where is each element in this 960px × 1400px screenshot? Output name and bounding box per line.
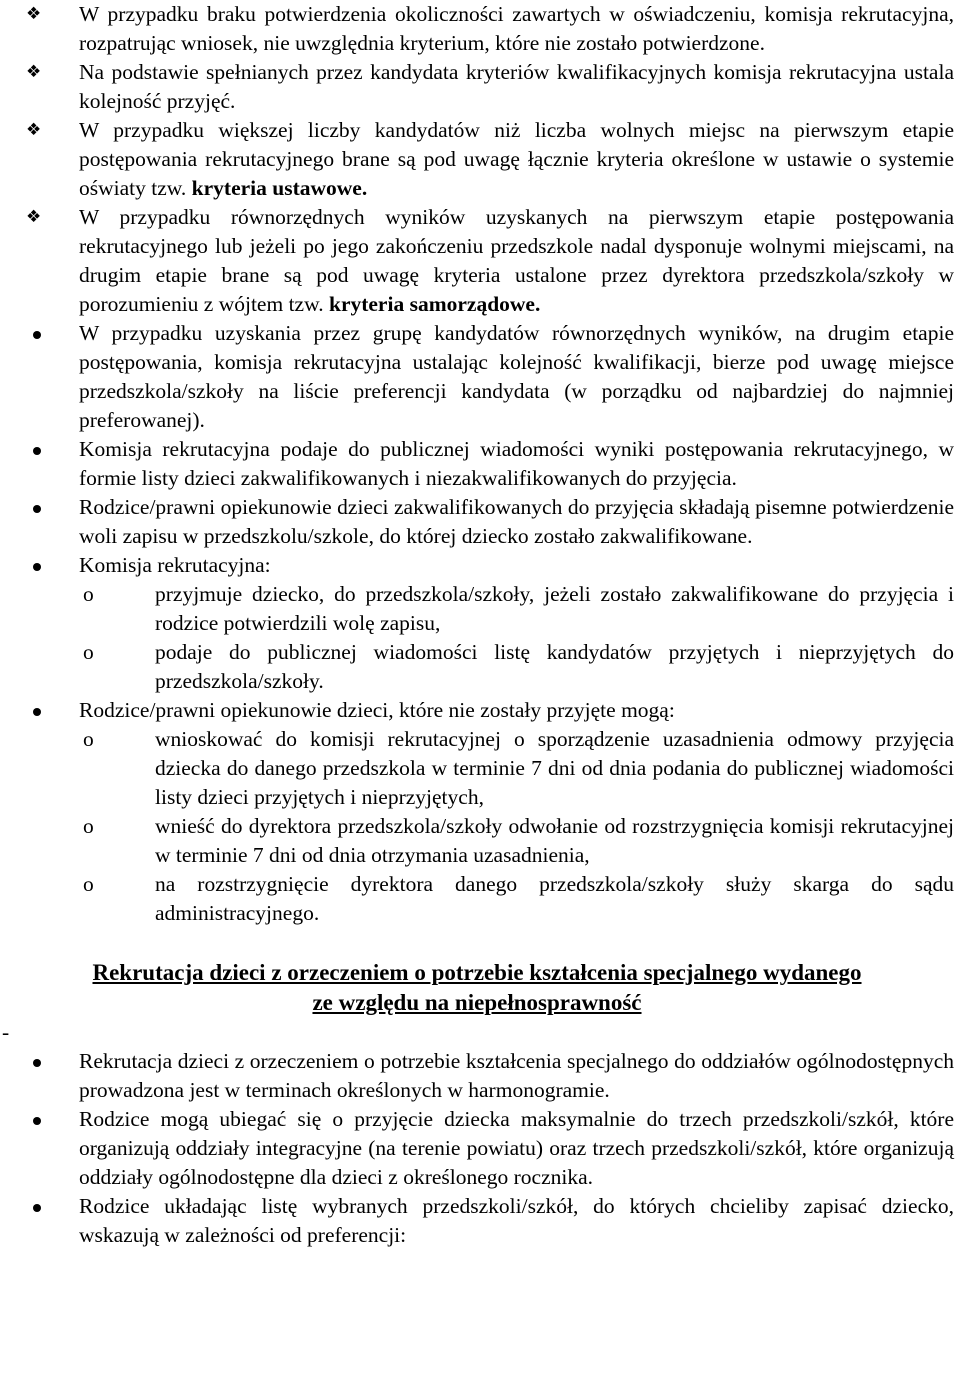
item-text: Rodzice/prawni opiekunowie dzieci zakwalifikowanych do przyjęcia składają pisemne potwierdzenie woli zapisu w przedszkolu/szkole, do której dziecko zostało zakwalifikowane. — [79, 495, 954, 548]
circle-bullet-icon: o — [83, 640, 94, 664]
sub-list-item — [0, 870, 954, 928]
section-heading-line: Rekrutacja dzieci z orzeczeniem o potrzebie kształcenia specjalnego wydanego — [92, 960, 862, 985]
bullet-list-item — [0, 493, 954, 551]
item-text: W przypadku równorzędnych wyników uzyskanych na pierwszym etapie postępowania rekrutacyjnego lub jeżeli po jego zakończeniu przedszkole nadal dysponuje wolnymi miejscami, na drugim etapie brane są pod uwagę kryteria ustalone przez dyrektora przedszkola/szkoły w porozumieniu z wójtem tzw. — [79, 205, 954, 316]
item-text: W przypadku uzyskania przez grupę kandydatów równorzędnych wyników, na drugim etapie postępowania, komisja rekrutacyjna ustalając kolejność kwalifikacji, bierze pod uwagę miejsce przedszkola/szkoły na liście preferencji kandydata (w porządku od najbardziej do najmniej preferowanej). — [79, 321, 954, 432]
sub-list-item — [0, 812, 954, 870]
item-text: Rodzice mogą ubiegać się o przyjęcie dziecka maksymalnie do trzech przedszkoli/szkół, które organizują oddziały integracyjne (na terenie powiatu) oraz trzech przedszkoli/szkół, które organizują oddziały ogólnodostępne dla dzieci z określonego rocznika. — [79, 1107, 954, 1189]
sub-item-text: przyjmuje dziecko, do przedszkola/szkoły, jeżeli zostało zakwalifikowane do przyjęcia i rodzice potwierdzili wolę zapisu, — [155, 582, 954, 635]
item-text: Komisja rekrutacyjna podaje do publicznej wiadomości wyniki postępowania rekrutacyjnego, w formie listy dzieci zakwalifikowanych i niezakwalifikowanych do przyjęcia. — [79, 437, 954, 490]
diamond-bullet-icon: ❖ — [26, 207, 42, 227]
item-text: Na podstawie spełnianych przez kandydata kryteriów kwalifikacyjnych komisja rekrutacyjna ustala kolejność przyjęć. — [79, 60, 954, 113]
diamond-bullet-icon: ❖ — [26, 62, 42, 82]
diamond-bullet-icon: ❖ — [26, 120, 42, 140]
item-bold-term: kryteria samorządowe. — [328, 292, 541, 316]
item-text: W przypadku braku potwierdzenia okoliczności zawartych w oświadczeniu, komisja rekrutacyjna, rozpatrując wniosek, nie uwzględnia kryterium, które nie zostało potwierdzone. — [79, 2, 954, 55]
bullet-list-item — [0, 435, 954, 493]
bullet-dot-icon — [33, 505, 41, 513]
bullet-list-item — [0, 1105, 954, 1192]
circle-bullet-icon: o — [83, 727, 94, 751]
bullet-list-item — [0, 1047, 954, 1105]
sub-list-item — [0, 638, 954, 696]
bullet-dot-icon — [33, 1204, 41, 1212]
sub-item-text: na rozstrzygnięcie dyrektora danego przedszkola/szkoły służy skarga do sądu administracyjnego. — [155, 872, 954, 925]
item-text: Rodzice/prawni opiekunowie dzieci, które nie zostały przyjęte mogą: — [79, 698, 675, 722]
item-text: W przypadku większej liczby kandydatów niż liczba wolnych miejsc na pierwszym etapie postępowania rekrutacyjnego brane są pod uwagę łącznie kryteria określone w ustawie o systemie oświaty tzw. — [79, 118, 954, 200]
bullet-list-item — [0, 319, 954, 435]
circle-bullet-icon: o — [83, 814, 94, 838]
circle-bullet-icon: o — [83, 582, 94, 606]
diamond-bullet-icon: ❖ — [26, 4, 42, 24]
bullet-dot-icon — [33, 563, 41, 571]
sub-item-text: wnioskować do komisji rekrutacyjnej o sporządzenie uzasadnienia odmowy przyjęcia dziecka do danego przedszkola w terminie 7 dni od dnia podania do publicznej wiadomości listy dzieci przyjętych i nieprzyjętych, — [155, 727, 954, 809]
bullet-dot-icon — [33, 1117, 41, 1125]
bullet-list-item — [0, 1192, 954, 1250]
sub-item-text: wnieść do dyrektora przedszkola/szkoły odwołanie od rozstrzygnięcia komisji rekrutacyjnej w terminie 7 dni od dnia otrzymania uzasadnienia, — [155, 814, 954, 867]
sub-list-item — [0, 725, 954, 812]
circle-bullet-icon: o — [83, 872, 94, 896]
diamond-list-item — [0, 58, 954, 116]
diamond-list-item — [0, 203, 954, 319]
sub-item-text: podaje do publicznej wiadomości listę kandydatów przyjętych i nieprzyjętych do przedszkola/szkoły. — [155, 640, 954, 693]
sub-list-item — [0, 580, 954, 638]
section-heading — [0, 958, 954, 1018]
bullet-dot-icon — [33, 1059, 41, 1067]
section-heading-line: ze względu na niepełnosprawność — [312, 990, 642, 1015]
bullet-dot-icon — [33, 708, 41, 716]
item-text: Komisja rekrutacyjna: — [79, 553, 271, 577]
diamond-list-item — [0, 0, 954, 58]
item-text: Rodzice układając listę wybranych przedszkoli/szkół, do których chcieliby zapisać dziecko, wskazują w zależności od preferencji: — [79, 1194, 954, 1247]
bullet-list-item — [0, 551, 954, 580]
dash-marker: - — [2, 1020, 10, 1044]
bullet-dot-icon — [33, 447, 41, 455]
item-bold-term: kryteria ustawowe. — [191, 176, 368, 200]
bullet-dot-icon — [33, 331, 41, 339]
bullet-list-item — [0, 696, 954, 725]
diamond-list-item — [0, 116, 954, 203]
item-text: Rekrutacja dzieci z orzeczeniem o potrzebie kształcenia specjalnego do oddziałów ogólnodostępnych prowadzona jest w terminach określonych w harmonogramie. — [79, 1049, 954, 1102]
